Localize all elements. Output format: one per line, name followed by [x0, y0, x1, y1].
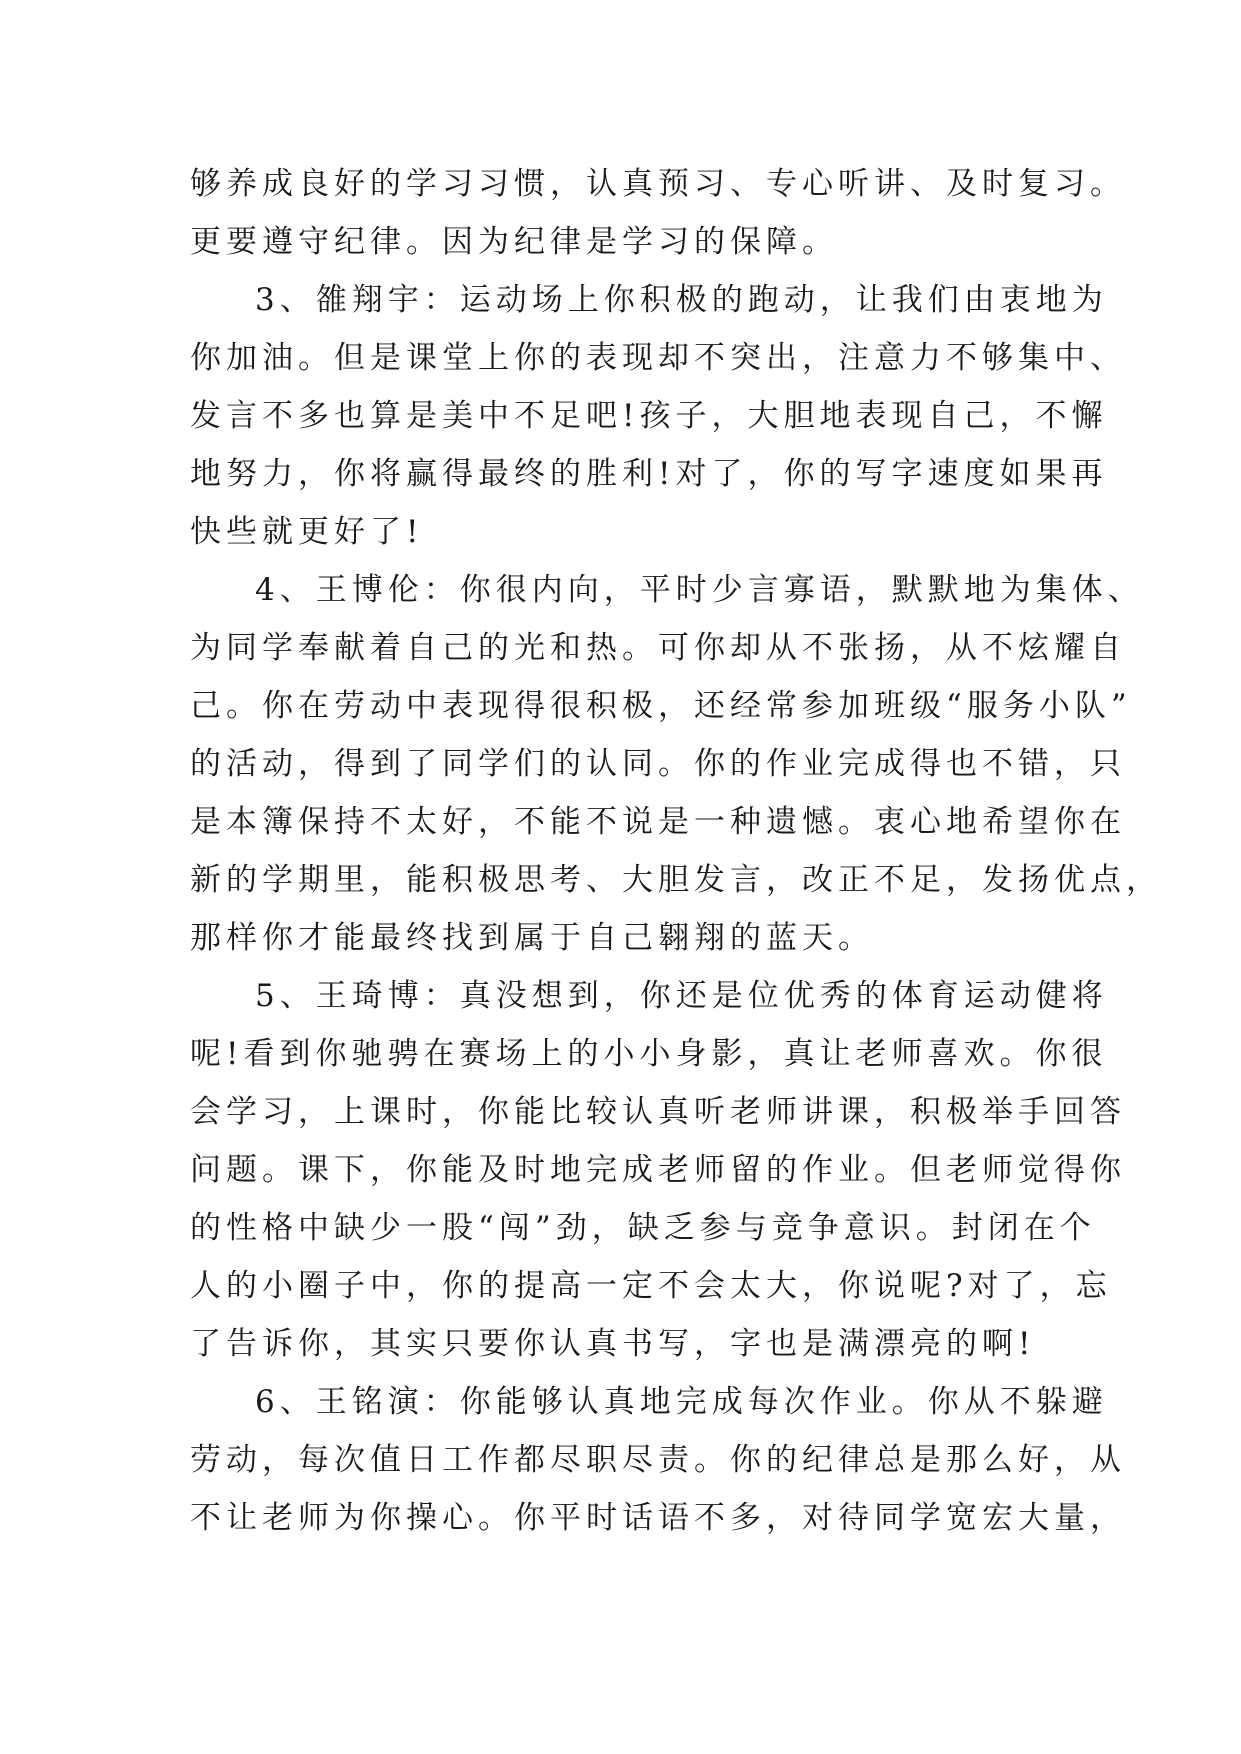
text-line: 不让老师为你操心。你平时话语不多，对待同学宽宏大量，: [190, 1500, 1126, 1536]
text-line: 更要遵守纪律。因为纪律是学习的保障。: [190, 224, 838, 260]
text-line: 为同学奉献着自己的光和热。可你却从不张扬，从不炫耀自: [190, 630, 1126, 666]
paragraph-start-line: 4、王博伦：你很内向，平时少言寡语，默默地为集体、: [255, 572, 1144, 608]
document-body: [190, 155, 1162, 1547]
text-line: 你加油。但是课堂上你的表现却不突出，注意力不够集中、: [190, 340, 1126, 376]
text-line: 的活动，得到了同学们的认同。你的作业完成得也不错，只: [190, 746, 1126, 782]
text-line: 新的学期里，能积极思考、大胆发言，改正不足，发扬优点，: [190, 862, 1162, 898]
text-line: 够养成良好的学习习惯，认真预习、专心听讲、及时复习。: [190, 166, 1126, 202]
text-line: 地努力，你将赢得最终的胜利!对了，你的写字速度如果再: [190, 456, 1108, 492]
text-line: 快些就更好了!: [190, 514, 424, 550]
paragraph-start-line: 3、雒翔宇：运动场上你积极的跑动，让我们由衷地为: [255, 282, 1108, 318]
text-line: 呢!看到你驰骋在赛场上的小小身影，真让老师喜欢。你很: [190, 1036, 1108, 1072]
text-line: 己。你在劳动中表现得很积极，还经常参加班级“服务小队”: [190, 688, 1132, 724]
text-line: 那样你才能最终找到属于自己翱翔的蓝天。: [190, 920, 874, 956]
text-line: 劳动，每次值日工作都尽职尽责。你的纪律总是那么好，从: [190, 1442, 1126, 1478]
text-line: 人的小圈子中，你的提高一定不会太大，你说呢?对了，忘: [190, 1268, 1112, 1304]
text-line: 的性格中缺少一股“闯”劲，缺乏参与竞争意识。封闭在个: [190, 1210, 1096, 1246]
text-line: 是本簿保持不太好，不能不说是一种遗憾。衷心地希望你在: [190, 804, 1126, 840]
text-line: 发言不多也算是美中不足吧!孩子，大胆地表现自己，不懈: [190, 398, 1108, 434]
paragraph-start-line: 6、王铭演：你能够认真地完成每次作业。你从不躲避: [255, 1384, 1108, 1420]
text-line: 了告诉你，其实只要你认真书写，字也是满漂亮的啊!: [190, 1326, 1036, 1362]
text-line: 问题。课下，你能及时地完成老师留的作业。但老师觉得你: [190, 1152, 1126, 1188]
text-line: 会学习，上课时，你能比较认真听老师讲课，积极举手回答: [190, 1094, 1126, 1130]
paragraph-start-line: 5、王琦博：真没想到，你还是位优秀的体育运动健将: [255, 978, 1108, 1014]
